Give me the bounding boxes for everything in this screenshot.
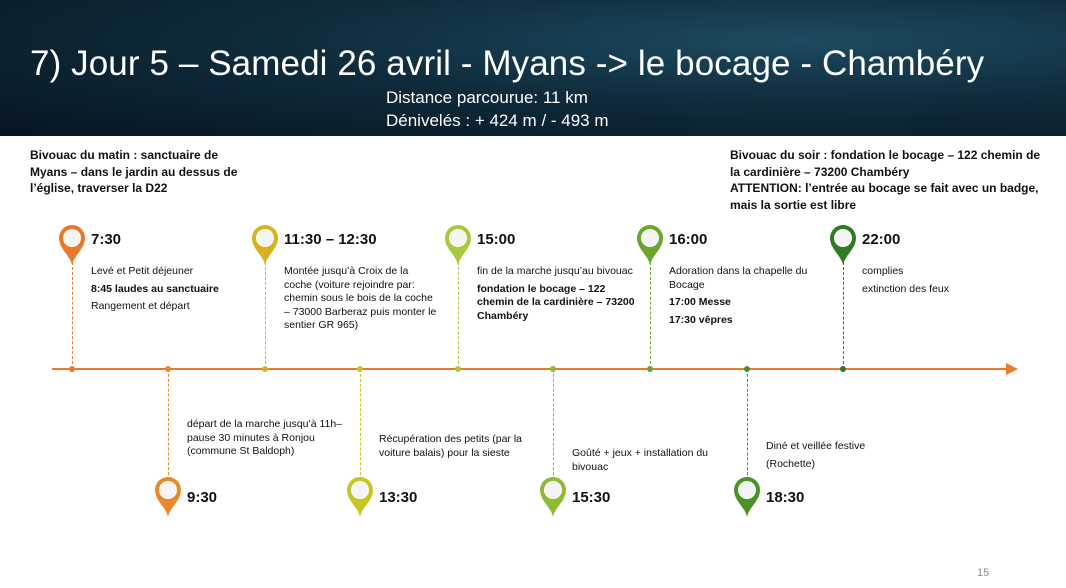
- location-pin-icon: [250, 224, 280, 266]
- event-description: [187, 418, 352, 459]
- timeline-stem: [168, 369, 169, 480]
- location-pin-icon: [153, 476, 183, 518]
- event-line: fin de la marche jusqu’au bivouac: [477, 265, 633, 277]
- event-line: départ de la marche jusqu’à 11h– pause 30 minutes à Ronjou (commune St Baldoph): [187, 418, 343, 457]
- event-description: [862, 265, 1012, 296]
- event-line: fondation le bocage – 122 chemin de la cardinière – 73200 Chambéry: [477, 282, 635, 322]
- event-time: 13:30: [379, 489, 418, 506]
- elevation-text: Dénivelés : + 424 m / - 493 m: [386, 111, 609, 130]
- event-time: 11:30 – 12:30: [284, 231, 377, 248]
- timeline-stem: [747, 369, 748, 480]
- location-pin-icon: [538, 476, 568, 518]
- bivouac-evening: [730, 147, 1050, 213]
- location-pin-icon: [635, 224, 665, 266]
- bivouac-evening-line1: Bivouac du soir : fondation le bocage – 122 chemin de la cardinière – 73200 Chambéry: [730, 148, 1041, 179]
- event-line: extinction des feux: [862, 282, 949, 295]
- page-title: 7) Jour 5 – Samedi 26 avril - Myans -> le bocage - Chambéry: [30, 44, 985, 83]
- event-time: 22:00: [862, 231, 901, 248]
- event-line: (Rochette): [766, 457, 816, 470]
- event-description: [379, 433, 539, 460]
- event-description: [766, 440, 916, 471]
- event-time: 18:30: [766, 489, 805, 506]
- event-line: Récupération des petits (par la voiture balais) pour la sieste: [379, 433, 522, 459]
- timeline-stem: [843, 262, 844, 369]
- event-line: Montée jusqu’à Croix de la coche (voiture rejoindre par: chemin sous le bois de la coche – 73000 Barberaz puis monter le sentier GR 965): [284, 265, 437, 331]
- timeline-axis: [52, 368, 1008, 370]
- event-line: complies: [862, 265, 904, 277]
- event-time: 9:30: [187, 489, 218, 506]
- event-description: [669, 265, 824, 327]
- title-banner: [0, 0, 1066, 136]
- bivouac-morning: Bivouac du matin : sanctuaire de Myans – dans le jardin au dessus de l’église, traverser la D22: [30, 148, 238, 195]
- event-description: [477, 265, 637, 323]
- location-pin-icon: [732, 476, 762, 518]
- location-pin-icon: [345, 476, 375, 518]
- event-line: Diné et veillée festive: [766, 440, 866, 452]
- distance-text: Distance parcourue: 11 km: [386, 88, 588, 107]
- event-line: Rangement et départ: [91, 300, 190, 312]
- page-number: 15: [977, 567, 990, 579]
- timeline-stem: [650, 262, 651, 369]
- event-line: 17:00 Messe: [669, 296, 731, 308]
- location-pin-icon: [443, 224, 473, 266]
- event-time: 15:00: [477, 231, 516, 248]
- timeline-stem: [458, 262, 459, 369]
- timeline-stem: [72, 262, 73, 369]
- event-line: Adoration dans la chapelle du Bocage: [669, 265, 808, 291]
- timeline-stem: [360, 369, 361, 480]
- timeline-arrow-icon: [1006, 363, 1018, 375]
- timeline-stem: [553, 369, 554, 480]
- event-time: 16:00: [669, 231, 708, 248]
- event-line: 17:30 vêpres: [669, 313, 733, 326]
- location-pin-icon: [828, 224, 858, 266]
- event-line: Goûté + jeux + installation du bivouac: [572, 447, 709, 473]
- bivouac-evening-line2: ATTENTION: l’entrée au bocage se fait avec un badge, mais la sortie est libre: [730, 181, 1039, 212]
- event-description: [91, 265, 251, 314]
- event-line: Levé et Petit déjeuner: [91, 265, 194, 277]
- event-time: 7:30: [91, 231, 122, 248]
- location-pin-icon: [57, 224, 87, 266]
- event-time: 15:30: [572, 489, 611, 506]
- event-line: 8:45 laudes au sanctuaire: [91, 282, 219, 295]
- timeline-stem: [265, 262, 266, 369]
- event-description: [572, 447, 732, 474]
- event-description: [284, 265, 439, 333]
